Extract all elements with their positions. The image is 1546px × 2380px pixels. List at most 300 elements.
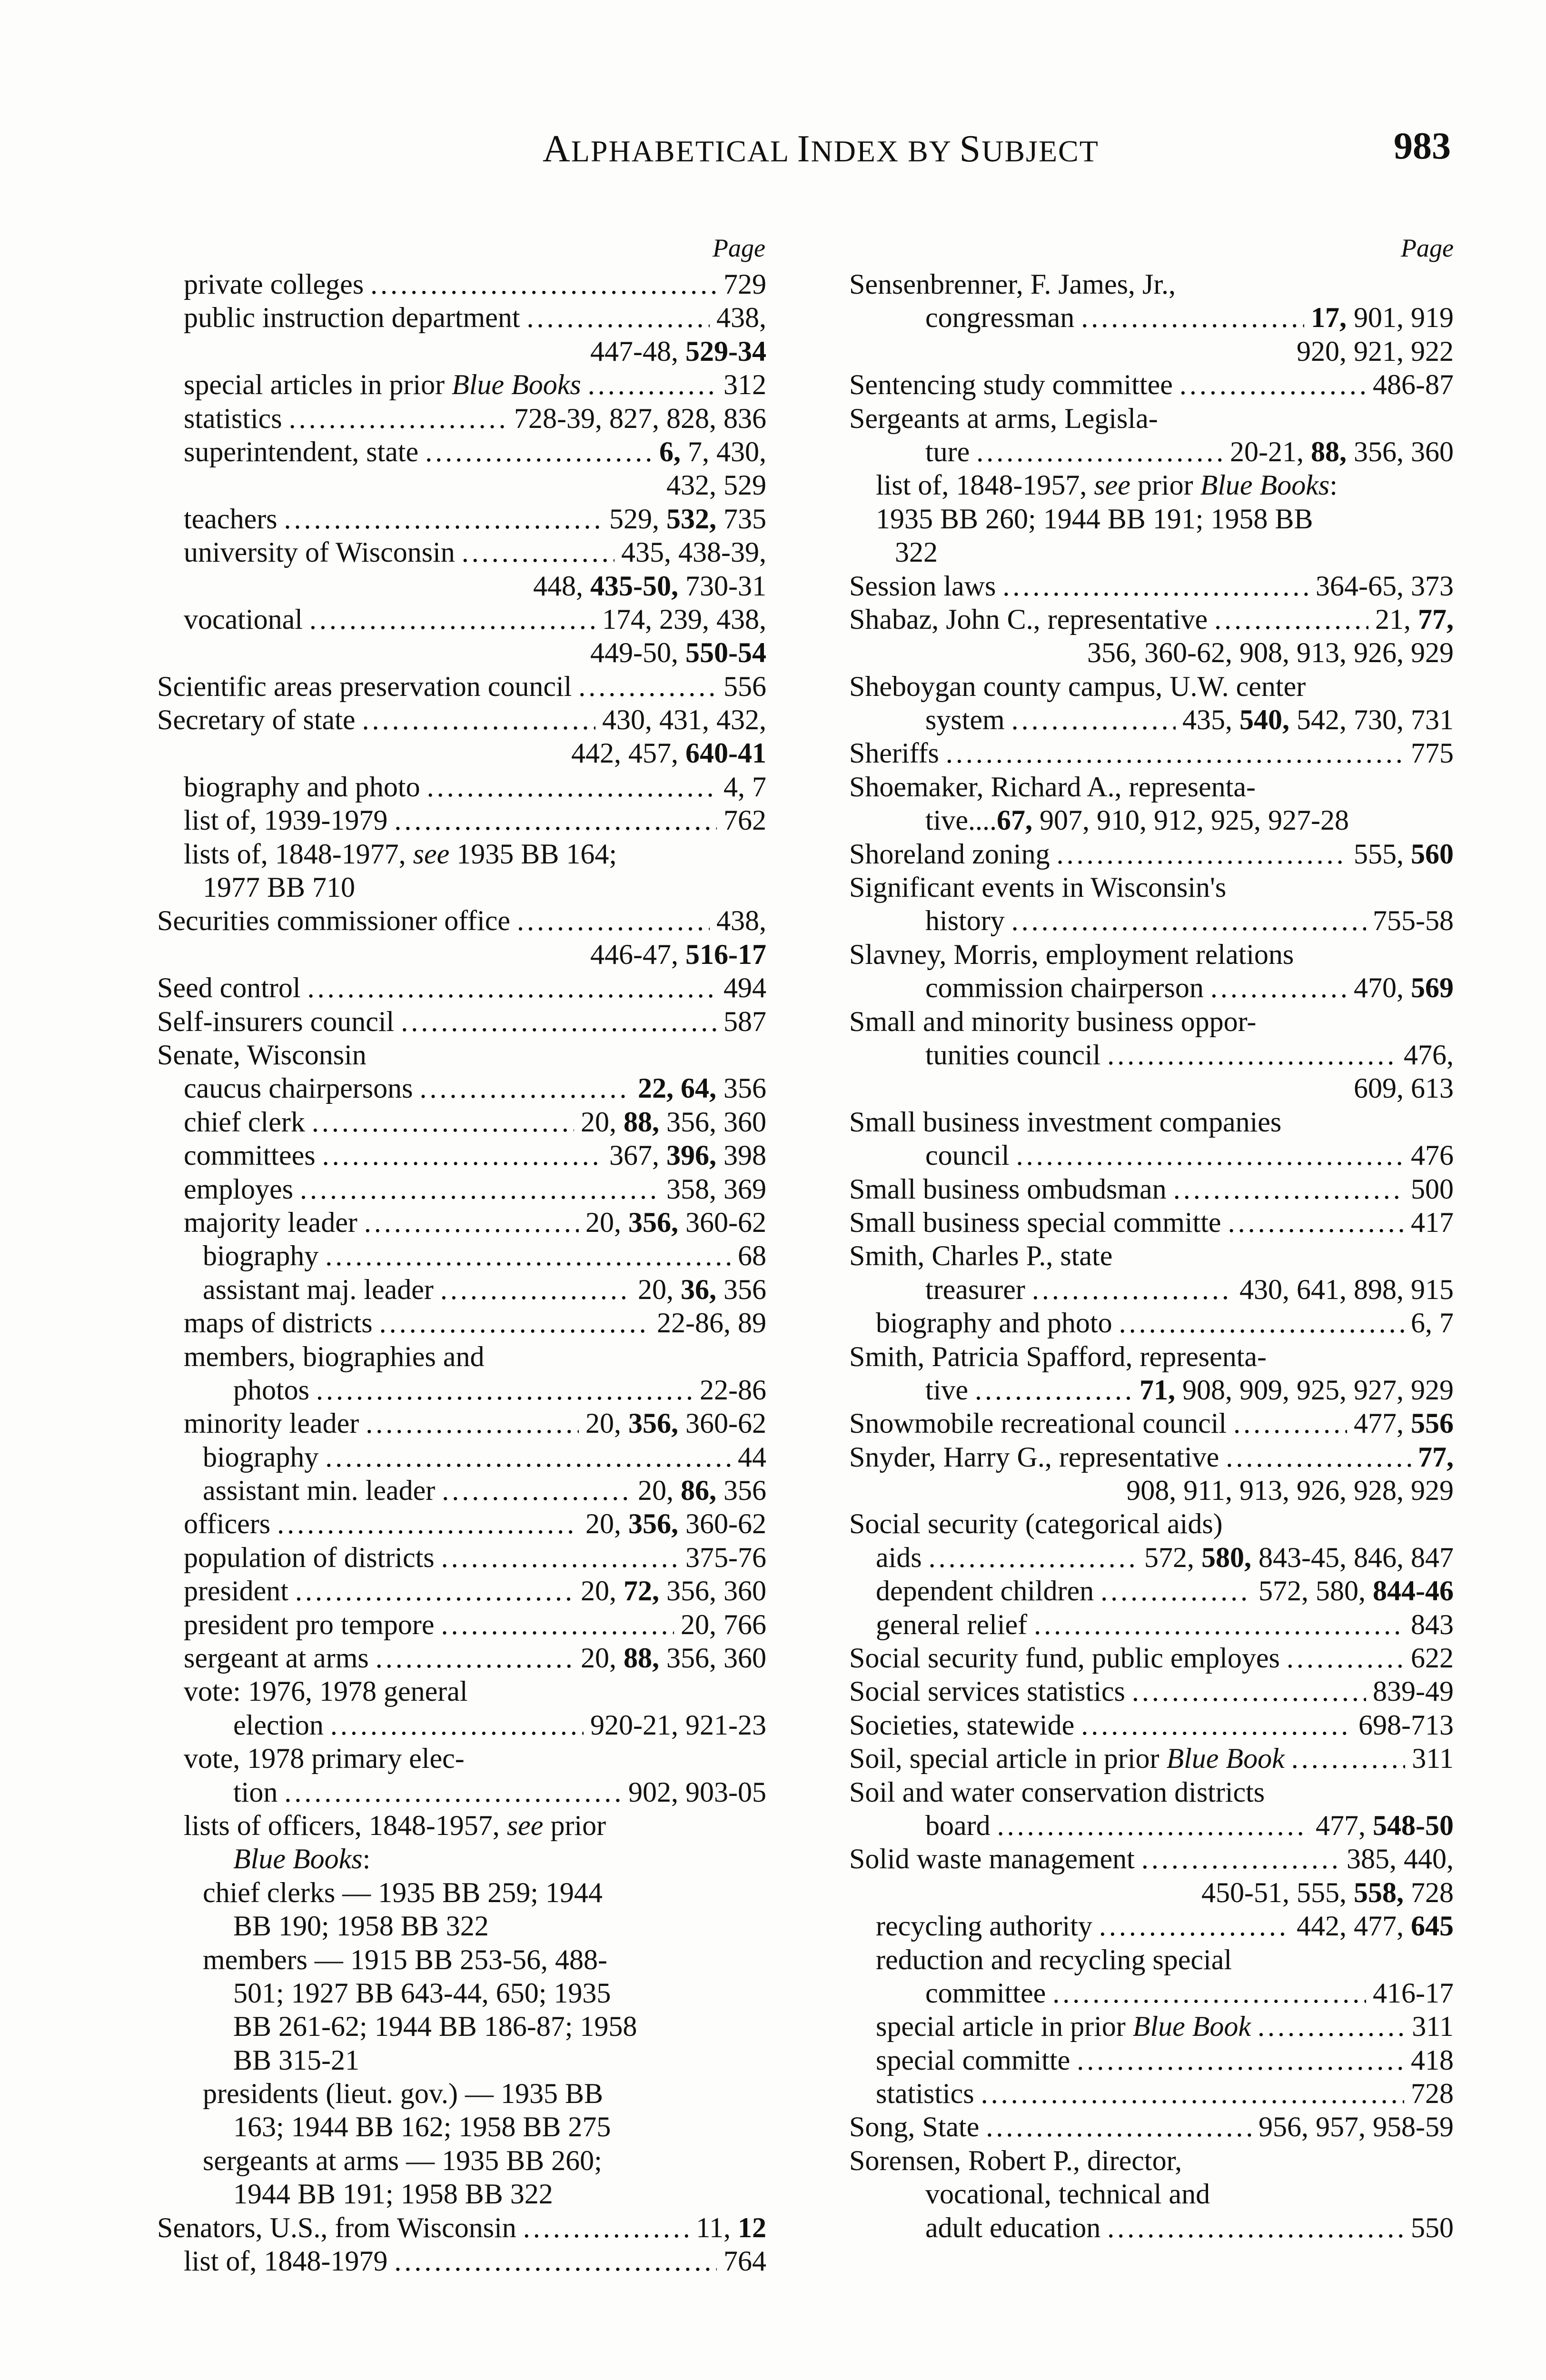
index-line — [157, 1608, 766, 1641]
index-entry-text: treasurer — [925, 1273, 1025, 1305]
index-line — [157, 1273, 766, 1306]
page-references — [723, 1005, 766, 1038]
dot-leader — [1214, 603, 1368, 636]
index-entry-text: vote, 1978 primary elec- — [184, 1743, 465, 1775]
index-entry-text: 1977 BB 710 — [203, 872, 356, 903]
index-entry-text: 501; 1927 BB 643-44, 650; 1935 — [233, 1977, 611, 2009]
page-references — [723, 268, 766, 301]
index-entry-text: Secretary of state — [157, 704, 356, 736]
index-line — [157, 1172, 766, 1206]
dot-leader — [1002, 569, 1309, 603]
index-line — [157, 1474, 766, 1507]
dot-leader — [427, 770, 717, 803]
index-entry-text: tion — [233, 1776, 278, 1808]
page-references — [1373, 904, 1454, 937]
page-references — [514, 402, 766, 435]
index-line — [157, 1105, 766, 1139]
index-entry-text — [184, 837, 617, 871]
page-reference: 396, — [666, 1140, 716, 1171]
entry-text-fragment: prior — [1130, 469, 1200, 501]
entry-text-fragment: : — [362, 1843, 371, 1875]
page-references — [723, 770, 766, 803]
dot-leader — [379, 1306, 650, 1339]
index-entry-text: statistics — [876, 2078, 974, 2110]
page-reference: 356, 360-62, 908, 913, 926, 929 — [1087, 637, 1454, 669]
index-entry-text: Smith, Charles P., state — [849, 1240, 1113, 1272]
dot-leader — [1032, 1273, 1233, 1306]
index-entry-text: system — [925, 704, 1005, 736]
index-line — [849, 2144, 1454, 2177]
page-reference: 356, — [628, 1408, 679, 1439]
page-references — [585, 1507, 766, 1540]
page-reference: 728 — [1411, 2078, 1454, 2110]
page-references — [723, 2244, 766, 2278]
index-entry-text: Soil and water conservation districts — [849, 1776, 1265, 1808]
index-column-left — [157, 268, 766, 2278]
index-entry-text: 322 — [895, 536, 938, 568]
index-entry-text: list of, 1848-1979 — [184, 2245, 388, 2277]
index-entry-text: private colleges — [184, 268, 364, 300]
page-references — [685, 1541, 766, 1574]
page-reference: 36, — [681, 1273, 716, 1305]
entry-text-fragment: prior — [543, 1809, 606, 1841]
index-line — [157, 1842, 766, 1875]
index-line — [849, 536, 1454, 569]
page-references — [1411, 2043, 1454, 2077]
page-reference: 500 — [1411, 1173, 1454, 1205]
page-reference: 360-62 — [678, 1508, 766, 1540]
index-entry-text: president pro tempore — [184, 1608, 435, 1640]
left-column-page-label: Page — [713, 234, 765, 262]
dot-leader — [330, 1708, 584, 1742]
index-line — [849, 2110, 1454, 2143]
page-reference: 356 — [716, 1475, 766, 1507]
page-reference: 907, 910, 912, 925, 927-28 — [1032, 804, 1349, 836]
page-reference: 920, 921, 922 — [1297, 335, 1454, 367]
page-reference: 311 — [1412, 2011, 1454, 2043]
dot-leader — [1057, 837, 1347, 871]
entry-text-fragment: : — [1329, 469, 1338, 501]
page-reference: 555, — [1354, 838, 1411, 870]
page-references — [1354, 1071, 1454, 1105]
page-reference: 358, 369 — [666, 1173, 766, 1205]
page-reference: 729 — [723, 268, 766, 300]
page-reference: 312 — [723, 369, 766, 401]
index-line — [849, 368, 1454, 401]
dot-leader — [1119, 1306, 1404, 1339]
index-line — [157, 938, 766, 971]
index-line — [849, 1005, 1454, 1038]
page-references — [585, 1206, 766, 1239]
dot-leader — [284, 502, 603, 536]
page-reference: 477, — [1354, 1408, 1411, 1439]
page-references — [1297, 335, 1454, 368]
index-line — [849, 1742, 1454, 1775]
page-reference: 908, 909, 925, 927, 929 — [1175, 1374, 1454, 1406]
page-references — [621, 536, 766, 569]
dot-leader — [366, 1407, 579, 1440]
page-reference: 20, — [585, 1206, 629, 1238]
page-references — [1411, 2077, 1454, 2110]
dot-leader — [441, 1608, 674, 1641]
page-references — [590, 636, 766, 669]
dot-leader — [981, 2077, 1404, 2110]
index-entry-text: reduction and recycling special — [876, 1944, 1232, 1975]
right-column-page-label: Page — [1401, 234, 1454, 262]
page-reference: 4, 7 — [723, 771, 766, 803]
index-entry-text: Securities commissioner office — [157, 905, 511, 937]
index-entry-text: Solid waste management — [849, 1843, 1135, 1875]
dot-leader — [364, 1206, 579, 1239]
page-references — [1347, 1842, 1454, 1875]
dot-leader — [309, 603, 595, 636]
page-references — [1354, 971, 1454, 1004]
page-reference: 438, — [716, 905, 766, 937]
index-entry-text: list of, 1939-1979 — [184, 804, 388, 836]
dot-leader — [289, 402, 507, 435]
page-references — [1316, 569, 1454, 603]
page-reference: 417 — [1411, 1206, 1454, 1238]
index-entry-text: statistics — [184, 402, 282, 434]
dot-leader — [442, 1474, 631, 1507]
index-line — [157, 2211, 766, 2244]
page-references — [681, 1608, 766, 1641]
index-line — [157, 670, 766, 703]
index-line — [849, 2177, 1454, 2211]
page-reference: 432, 529 — [666, 469, 766, 501]
index-entry-text — [876, 468, 1338, 502]
index-line — [157, 468, 766, 502]
index-entry-text: vocational, technical and — [925, 2178, 1210, 2210]
dot-leader — [462, 536, 614, 569]
page-reference: 542, 730, 731 — [1289, 704, 1454, 736]
page-references — [723, 368, 766, 401]
page-references — [1412, 1742, 1454, 1775]
index-entry-text: Song, State — [849, 2111, 980, 2143]
dot-leader — [1258, 2010, 1405, 2043]
index-entry-text: dependent children — [876, 1575, 1094, 1607]
page-references — [716, 301, 766, 334]
page-reference: 77, — [1418, 603, 1454, 635]
entry-text-fragment: Soil, special article in prior — [849, 1743, 1167, 1775]
index-line — [849, 971, 1454, 1004]
index-line — [849, 1608, 1454, 1641]
index-entry-text: BB 190; 1958 BB 322 — [233, 1910, 489, 1942]
index-line — [157, 1976, 766, 2010]
page-references — [1411, 2211, 1454, 2244]
page-references — [1311, 301, 1454, 334]
page-references — [1126, 1474, 1454, 1507]
index-line — [849, 335, 1454, 368]
page-references — [1411, 1172, 1454, 1206]
dot-leader — [425, 435, 653, 468]
page-reference: 540, — [1239, 704, 1289, 736]
page-reference: 920-21, 921-23 — [590, 1709, 766, 1741]
index-line — [849, 938, 1454, 971]
page-reference: 435, — [1182, 704, 1239, 736]
entry-text-fragment: list of, 1848-1957, — [876, 469, 1094, 501]
page-reference: 86, — [681, 1475, 716, 1507]
index-entry-text — [849, 1742, 1285, 1775]
index-line — [157, 1641, 766, 1675]
index-line — [157, 871, 766, 904]
dot-leader — [1099, 1909, 1290, 1943]
index-line — [849, 670, 1454, 703]
page-references — [666, 1172, 766, 1206]
index-entry-text: Small and minority business oppor- — [849, 1005, 1257, 1037]
page-reference: 529-34 — [685, 335, 766, 367]
page-references — [1411, 1206, 1454, 1239]
dot-leader — [929, 1541, 1138, 1574]
index-entry-text: officers — [184, 1508, 271, 1540]
index-line — [849, 2077, 1454, 2110]
page-reference: 67, — [996, 804, 1032, 836]
index-entry-text: ture — [925, 436, 970, 467]
page-references — [609, 1139, 766, 1172]
index-line — [157, 1708, 766, 1742]
page-reference: 956, 957, 958-59 — [1259, 2111, 1454, 2143]
page-reference: 548-50 — [1373, 1809, 1454, 1841]
index-entry-text: commission chairperson — [925, 972, 1204, 1004]
index-entry-text: minority leader — [184, 1408, 359, 1439]
index-entry-text: Social security (categorical aids) — [849, 1508, 1223, 1540]
index-line — [157, 301, 766, 334]
page-reference: 435, 438-39, — [621, 536, 766, 568]
index-line — [849, 1876, 1454, 1909]
entry-text-fragment: Blue Book — [1166, 1743, 1285, 1775]
index-line — [157, 268, 766, 301]
dot-leader — [370, 268, 717, 301]
index-entry-text: adult education — [925, 2211, 1101, 2243]
page-references — [1375, 603, 1454, 636]
index-entry-text: members, biographies and — [184, 1340, 485, 1372]
page-reference: 88, — [624, 1642, 659, 1674]
index-entry-text: president — [184, 1575, 288, 1607]
entry-text-fragment: 1935 BB 164; — [449, 838, 617, 870]
page-references — [716, 904, 766, 937]
index-entry-text: sergeants at arms — 1935 BB 260; — [203, 2144, 602, 2176]
page-references — [581, 1105, 766, 1139]
index-entry-text: assistant min. leader — [203, 1475, 436, 1507]
index-line — [849, 1206, 1454, 1239]
index-entry-text: aids — [876, 1541, 922, 1573]
index-entry-text: superintendent, state — [184, 436, 419, 467]
page-references — [571, 736, 766, 770]
page-reference: 762 — [723, 804, 766, 836]
index-line — [849, 502, 1454, 536]
page-references — [590, 1708, 766, 1742]
page-reference: 12 — [738, 2211, 766, 2243]
index-entry-text: Shoreland zoning — [849, 838, 1050, 870]
index-entry-text: Sorensen, Robert P., director, — [849, 2144, 1182, 2176]
page-references — [1259, 2110, 1454, 2143]
index-entry-text: Sheriffs — [849, 737, 939, 769]
index-line — [157, 435, 766, 468]
page-reference: 640-41 — [685, 737, 766, 769]
page-references — [1239, 1273, 1454, 1306]
page-reference: 356, — [628, 1206, 679, 1238]
index-entry-text: presidents (lieut. gov.) — 1935 BB — [203, 2078, 604, 2110]
page-references — [700, 1373, 766, 1407]
dot-leader — [1226, 1440, 1411, 1474]
page-references — [1373, 1976, 1454, 2010]
running-title: ALPHABETICAL INDEX BY SUBJECT — [543, 128, 1099, 170]
page-reference: 22-86, 89 — [657, 1307, 766, 1339]
dot-leader — [401, 1005, 717, 1038]
index-line — [849, 1440, 1454, 1474]
index-line — [849, 435, 1454, 468]
index-line — [157, 2177, 766, 2211]
index-line — [157, 703, 766, 736]
page-reference: 556 — [723, 670, 766, 702]
index-entry-text: Senate, Wisconsin — [157, 1039, 367, 1071]
page-references — [1201, 1876, 1454, 1909]
index-line — [849, 1574, 1454, 1607]
index-line — [849, 301, 1454, 334]
page-reference: 494 — [723, 972, 766, 1004]
index-line — [157, 1675, 766, 1708]
page-references — [657, 1306, 766, 1339]
page-references — [1140, 1373, 1454, 1407]
dot-leader — [307, 971, 717, 1004]
index-line — [849, 603, 1454, 636]
index-line — [849, 1273, 1454, 1306]
page-reference: 572, 580, — [1259, 1575, 1373, 1607]
page-references — [590, 938, 766, 971]
page-references — [1411, 1139, 1454, 1172]
index-line — [157, 603, 766, 636]
index-line — [849, 1172, 1454, 1206]
index-line — [849, 770, 1454, 803]
index-line — [157, 1909, 766, 1943]
index-entry-text: Social services statistics — [849, 1676, 1125, 1707]
page-reference: 367, — [609, 1140, 666, 1171]
index-entry-text: tive — [925, 1374, 968, 1406]
index-line — [157, 1876, 766, 1909]
page-reference: 902, 903-05 — [628, 1776, 766, 1808]
page-reference: 71, — [1140, 1374, 1175, 1406]
index-entry-text: Small business ombudsman — [849, 1173, 1167, 1205]
index-line — [157, 1306, 766, 1339]
entry-text-fragment: lists of officers, 1848-1957, — [184, 1809, 507, 1841]
page-references — [1411, 1608, 1454, 1641]
index-line — [849, 1038, 1454, 1071]
dot-leader — [441, 1541, 679, 1574]
index-line — [849, 569, 1454, 603]
page-reference: 532, — [666, 503, 716, 535]
dot-leader — [300, 1172, 660, 1206]
index-line — [849, 636, 1454, 669]
page-references — [1354, 1407, 1454, 1440]
page-reference: 7, 430, — [681, 436, 766, 467]
entry-text-fragment: see — [1094, 469, 1130, 501]
page-references — [738, 1239, 766, 1272]
index-entry-text: committee — [925, 1977, 1046, 2009]
dot-leader — [997, 1809, 1309, 1842]
page-reference: 450-51, 555, — [1201, 1876, 1354, 1908]
page-reference: 442, 477, — [1297, 1910, 1411, 1942]
page-reference: 449-50, — [590, 637, 686, 669]
page-references — [638, 1071, 766, 1105]
index-entry-text: Slavney, Morris, employment relations — [849, 938, 1294, 970]
entry-text-fragment: Blue Books — [1200, 469, 1330, 501]
page-reference: 438, — [716, 302, 766, 334]
page-reference: 430, 431, 432, — [602, 704, 766, 736]
page-reference: 430, 641, 898, 915 — [1239, 1273, 1454, 1305]
page-reference: 21, — [1375, 603, 1418, 635]
index-entry-text: university of Wisconsin — [184, 536, 455, 568]
page-reference: 356, 360 — [659, 1642, 766, 1674]
index-entry-text: congressman — [925, 302, 1075, 334]
dot-leader — [527, 301, 710, 334]
page-references — [638, 1273, 766, 1306]
page-reference: 477, — [1316, 1809, 1373, 1841]
index-line — [157, 2244, 766, 2278]
index-entry-text: BB 261-62; 1944 BB 186-87; 1958 — [233, 2011, 637, 2043]
dot-leader — [517, 904, 710, 937]
dot-leader — [976, 435, 1223, 468]
index-entry-text: 163; 1944 BB 162; 1958 BB 275 — [233, 2111, 611, 2143]
page-reference: 470, — [1354, 972, 1411, 1004]
index-line — [849, 703, 1454, 736]
dot-leader — [1210, 971, 1347, 1004]
page-references — [1087, 636, 1454, 669]
index-line — [849, 1842, 1454, 1875]
index-line — [849, 1239, 1454, 1272]
page-reference: 88, — [1311, 436, 1347, 467]
page-references — [609, 502, 766, 536]
index-line — [849, 1340, 1454, 1373]
page-reference: 516-17 — [685, 938, 766, 970]
dot-leader — [295, 1574, 574, 1607]
index-line — [157, 335, 766, 368]
dot-leader — [1173, 1172, 1404, 1206]
page-references — [1411, 1306, 1454, 1339]
page-reference: 17, — [1311, 302, 1347, 334]
page-reference: 730-31 — [678, 570, 766, 602]
running-header — [0, 125, 1546, 180]
index-line — [157, 402, 766, 435]
page-references — [1230, 435, 1454, 468]
page-references — [638, 1474, 766, 1507]
index-line — [157, 1574, 766, 1607]
page-reference: 22-86 — [700, 1374, 766, 1406]
index-line — [157, 2144, 766, 2177]
index-entry-text: Senators, U.S., from Wisconsin — [157, 2211, 516, 2243]
index-line — [849, 1675, 1454, 1708]
page-reference: 356, 360 — [659, 1575, 766, 1607]
index-entry-text: vote: 1976, 1978 general — [184, 1676, 468, 1707]
page-reference: 775 — [1411, 737, 1454, 769]
dot-leader — [394, 803, 717, 837]
dot-leader — [362, 703, 595, 736]
index-entry-text: Small business investment companies — [849, 1106, 1282, 1138]
index-line — [157, 971, 766, 1004]
index-line — [849, 1775, 1454, 1809]
index-entry-text: Societies, statewide — [849, 1709, 1075, 1741]
page-reference: 418 — [1411, 2044, 1454, 2076]
index-line — [849, 2043, 1454, 2077]
entry-text-fragment: Blue Books — [233, 1843, 363, 1875]
index-line — [157, 569, 766, 603]
entry-text-fragment: see — [506, 1809, 544, 1841]
index-line — [157, 2010, 766, 2043]
index-line — [849, 1943, 1454, 1976]
index-line — [849, 1976, 1454, 2010]
page-references — [1411, 1641, 1454, 1675]
page-references — [738, 1440, 766, 1474]
page-reference: 398 — [716, 1140, 766, 1171]
